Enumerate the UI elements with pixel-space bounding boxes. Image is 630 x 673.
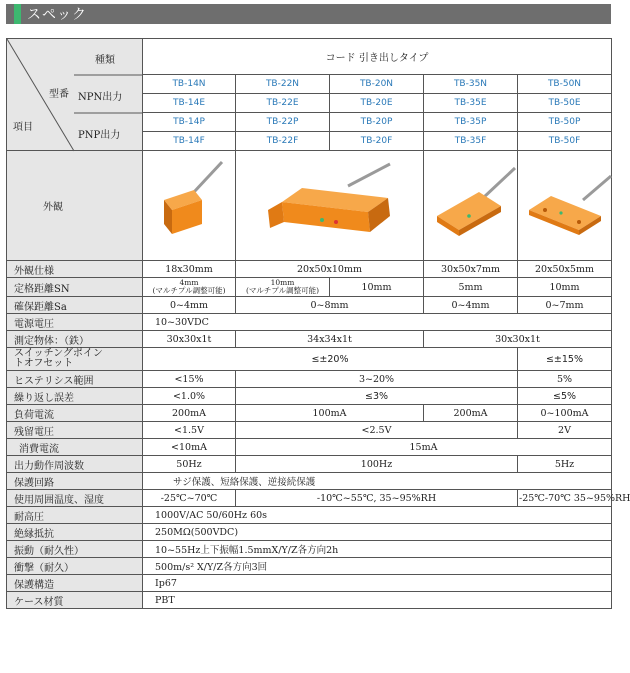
row-label: 絶縁抵抗 [7,524,143,541]
row-label-line: スイッチングポイン [14,348,103,359]
value-cell: <1.5V [143,422,236,439]
type-title: コード 引き出しタイプ [143,39,612,75]
model-cell: TB-35E [424,94,518,113]
value-cell: <15% [143,371,236,388]
row-label: 残留電圧 [7,422,143,439]
value-cell: ≤±15% [518,348,612,371]
value-cell [236,278,330,297]
row-label: 負荷電流 [7,405,143,422]
value-cell: 5% [518,371,612,388]
model-cell: TB-20E [330,94,424,113]
model-cell: TB-50E [518,94,612,113]
pnp-output-label: PNP出力 [78,130,121,141]
value-cell: 20x50x10mm [236,261,424,278]
value-cell: 30x50x7mm [424,261,518,278]
value-cell: 0~100mA [518,405,612,422]
value-cell: 3~20% [236,371,518,388]
product-image-tb22-tb20 [236,151,424,261]
row-label: 測定物体：（鉄） [7,331,143,348]
value-cell: 10mm [518,278,612,297]
row-label: 確保距離Sa [7,297,143,314]
value-cell: 10~55Hz上下振幅1.5mmX/Y/Z各方向2h [143,541,612,558]
row-label: 外観仕様 [7,261,143,278]
product-image-tb35 [424,151,518,261]
diagonal-lines [7,39,143,151]
value-cell: 10mm [330,278,424,297]
value-cell: 200mA [143,405,236,422]
value-cell: 100mA [236,405,424,422]
row-label: ヒステリシス範囲 [7,371,143,388]
value-cell: 20x50x5mm [518,261,612,278]
value-cell: <1.0% [143,388,236,405]
row-label: 保護構造 [7,575,143,592]
section-title: スペック [27,7,87,23]
sensor-tb50-icon [521,158,611,254]
npn-output-label: NPN出力 [78,92,123,103]
value-cell: <2.5V [236,422,518,439]
value-cell: 5mm [424,278,518,297]
model-cell: TB-35P [424,113,518,132]
value-cell [143,278,236,297]
value-cell: 2V [518,422,612,439]
value-cell: PBT [143,592,612,609]
value-cell: 0~7mm [518,297,612,314]
model-cell: TB-22E [236,94,330,113]
row-label: 消費電流 [7,439,143,456]
model-label: 型番 [49,89,69,100]
product-image-tb14 [143,151,236,261]
appearance-label: 外観 [7,151,143,261]
row-label: 保護回路 [7,473,143,490]
model-cell: TB-14E [143,94,236,113]
value-cell: -25℃~70℃ [143,490,236,507]
value-cell: <10mA [143,439,236,456]
value-cell: 200mA [424,405,518,422]
value-cell: 1000V/AC 50/60Hz 60s [143,507,612,524]
value-cell: サジ保護、短絡保護、逆接続保護 [143,473,612,490]
value-cell: 18x30mm [143,261,236,278]
value-line: 10mm [270,278,295,287]
value-cell: 500m/s² X/Y/Z各方向3回 [143,558,612,575]
header-accent [14,4,21,24]
value-cell: 30x30x1t [424,331,612,348]
row-label [7,348,143,371]
value-cell: ≤3% [236,388,518,405]
header-diagonal-cell [7,39,143,151]
model-cell: TB-14N [143,75,236,94]
model-cell: TB-20F [330,132,424,151]
model-cell: TB-22P [236,113,330,132]
value-cell: ≤±20% [143,348,518,371]
model-cell: TB-22F [236,132,330,151]
model-cell: TB-50N [518,75,612,94]
value-cell: 30x30x1t [143,331,236,348]
row-label: 電源電圧 [7,314,143,331]
value-cell: -10℃~55℃, 35~95%RH [236,490,518,507]
row-label: 耐高圧 [7,507,143,524]
value-cell: 0~8mm [236,297,424,314]
model-cell: TB-35F [424,132,518,151]
value-cell: 15mA [236,439,612,456]
model-cell: TB-35N [424,75,518,94]
row-label: 繰り返し誤差 [7,388,143,405]
item-label: 項目 [13,122,33,133]
row-label-line: トオフセット [14,358,74,369]
value-cell: -25℃-70℃ 35~95%RH [518,490,612,507]
value-cell: ≤5% [518,388,612,405]
row-label: 定格距離SN [7,278,143,297]
product-image-tb50 [518,151,612,261]
row-label: ケース材質 [7,592,143,609]
value-cell: 10~30VDC [143,314,612,331]
value-note: (マルチプル調整可能) [245,286,320,295]
value-cell: 5Hz [518,456,612,473]
value-cell: 50Hz [143,456,236,473]
model-cell: TB-50P [518,113,612,132]
value-cell: 0~4mm [424,297,518,314]
value-cell: Ip67 [143,575,612,592]
model-cell: TB-14F [143,132,236,151]
value-cell: 250MΩ(500VDC) [143,524,612,541]
model-cell: TB-14P [143,113,236,132]
model-cell: TB-20P [330,113,424,132]
value-cell: 0~4mm [143,297,236,314]
spec-table [6,38,630,609]
row-label: 衝撃（耐久） [7,558,143,575]
value-note: (マルチプル調整可能) [152,286,226,295]
model-cell: TB-20N [330,75,424,94]
section-header [6,4,611,24]
model-cell: TB-50F [518,132,612,151]
row-label: 使用周囲温度、湿度 [7,490,143,507]
value-line: 4mm [179,278,199,287]
value-cell: 34x34x1t [236,331,424,348]
sensor-tb14-icon [146,158,232,254]
sensor-tb35-icon [427,158,517,254]
model-cell: TB-22N [236,75,330,94]
row-label: 振動（耐久性） [7,541,143,558]
row-label: 出力動作周波数 [7,456,143,473]
sensor-tb22-icon [240,158,420,254]
kind-label: 種類 [95,55,115,66]
value-cell: 100Hz [236,456,518,473]
